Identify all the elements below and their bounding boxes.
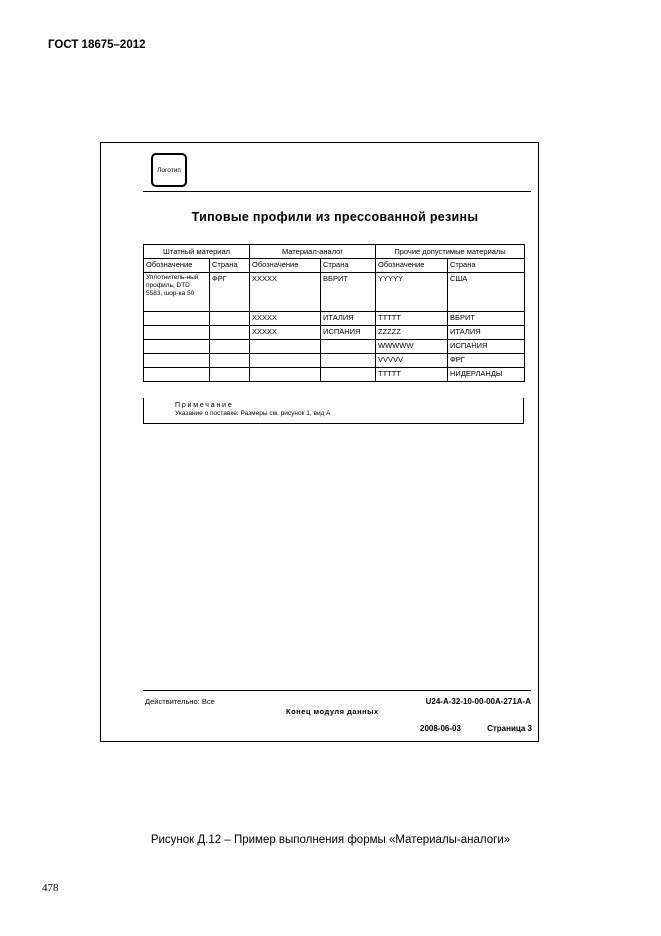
table-cell: [144, 368, 210, 382]
logo-label: Логотип: [157, 166, 181, 174]
page-number: 478: [42, 882, 59, 894]
table-cell: ФРГ: [448, 354, 525, 368]
table-cell: [210, 340, 250, 354]
table-cell: [210, 312, 250, 326]
table-row: [144, 312, 525, 326]
issue-date: 2008-06-03: [420, 724, 461, 733]
header-rule: [143, 191, 531, 192]
table-cell: ИСПАНИЯ: [448, 340, 525, 354]
figure-frame: [100, 142, 539, 742]
table-cell: XXXXX: [250, 326, 321, 340]
table-cell: XXXXX: [250, 312, 321, 326]
table-cell: [144, 340, 210, 354]
sub-header-cell: Страна: [448, 259, 525, 273]
table-row: [144, 340, 525, 354]
sub-header-cell: Страна: [321, 259, 376, 273]
table-cell: ВБРИТ: [448, 312, 525, 326]
table-cell: ВБРИТ: [321, 273, 376, 312]
table-cell: [144, 326, 210, 340]
note-text: Указание о поставке: Размеры см. рисунок 1, вид А: [175, 410, 331, 417]
table-cell: XXXXX: [250, 273, 321, 312]
table-cell: ZZZZZ: [376, 326, 448, 340]
table-cell: ИСПАНИЯ: [321, 326, 376, 340]
document-title: Типовые профили из прессованной резины: [191, 210, 479, 224]
table-cell: [210, 368, 250, 382]
table-cell: [210, 326, 250, 340]
group-header-standard: Штатный материал: [144, 245, 250, 259]
table-sub-header-row: [144, 259, 525, 273]
table-cell: TTTTT: [376, 312, 448, 326]
table-cell: США: [448, 273, 525, 312]
table-cell: VVVVV: [376, 354, 448, 368]
sub-header-cell: Обозначение: [144, 259, 210, 273]
end-of-module-text: Конец модуля данных: [286, 707, 379, 716]
table-cell: [144, 354, 210, 368]
sub-header-cell: Обозначение: [250, 259, 321, 273]
table-cell: [321, 368, 376, 382]
table-row: [144, 273, 525, 312]
table-cell: [250, 354, 321, 368]
table-row: [144, 326, 525, 340]
table-row: [144, 368, 525, 382]
table-cell: ИТАЛИЯ: [448, 326, 525, 340]
note-title: Примечание: [175, 402, 234, 409]
table-cell: НИДЕРЛАНДЫ: [448, 368, 525, 382]
sub-header-cell: Обозначение: [376, 259, 448, 273]
materials-table: [143, 244, 525, 382]
sheet-page-label: Страница 3: [487, 724, 532, 733]
table-cell: [210, 354, 250, 368]
table-cell: YYYYY: [376, 273, 448, 312]
module-code: U24-A-32-10-00-00A-271A-A: [425, 697, 531, 706]
table-cell: TTTTT: [376, 368, 448, 382]
table-cell: WWWWW: [376, 340, 448, 354]
table-cell: [321, 354, 376, 368]
group-header-analog: Материал-аналог: [250, 245, 376, 259]
table-cell: ИТАЛИЯ: [321, 312, 376, 326]
logo-box: [151, 153, 187, 187]
table-row: [144, 354, 525, 368]
applicability-text: Действительно: Все: [145, 697, 215, 706]
table-cell: [321, 340, 376, 354]
sub-header-cell: Страна: [210, 259, 250, 273]
group-header-other: Прочие допустимые материалы: [376, 245, 525, 259]
footer-rule: [143, 690, 531, 691]
table-cell: ФРГ: [210, 273, 250, 312]
table-cell: [144, 312, 210, 326]
table-cell: [250, 340, 321, 354]
table-group-header-row: [144, 245, 525, 259]
table-cell: [250, 368, 321, 382]
standard-header: ГОСТ 18675–2012: [48, 39, 146, 51]
figure-caption: Рисунок Д.12 – Пример выполнения формы «Материалы-аналоги»: [150, 834, 511, 846]
table-cell: Уплотнитель-ный профиль, DTD 5583, шор-ка 50: [144, 273, 210, 312]
